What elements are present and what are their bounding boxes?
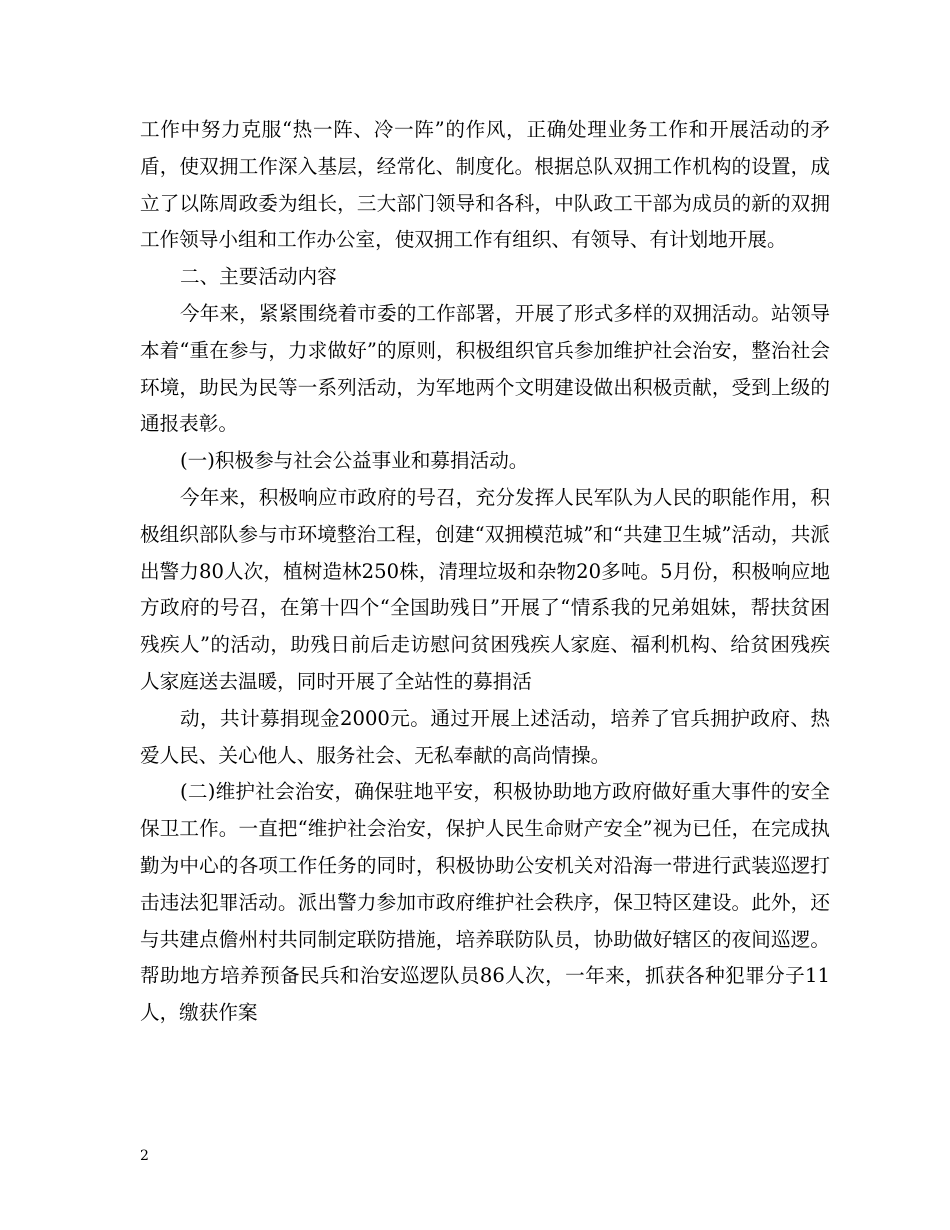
- section-heading-main-activities: 二、主要活动内容: [180, 265, 337, 289]
- paragraph-7: (二)维护社会治安，确保驻地平安，积极协助地方政府做好重大事件的安全保卫工作。一直把“维护社会治安，保护人民生命财产安全”视为已任，在完成执勤为中心的各项工作任务的同时，积极协助公安机关对沿海一带进行武装巡逻打击违法犯罪活动。派出警力参加市政府维护社会秩序，保卫特区建设。此外，还与共建点儋州村共同制定联防措施，培养联防队员，协助做好辖区的夜间巡逻。帮助地方培养预备民兵和治安巡逻队员86人次，一年来，抓获各种犯罪分子11人，缴获作案: [140, 780, 830, 1025]
- document-body: [140, 112, 830, 1032]
- subheading-public-welfare: (一)积极参与社会公益事业和募捐活动。: [180, 449, 529, 473]
- paragraph-3: 今年来，紧紧围绕着市委的工作部署，开展了形式多样的双拥活动。站领导本着“重在参与，力求做好”的原则，积极组织官兵参加维护社会治安，整治社会环境，助民为民等一系列活动，为军地两个文明建设做出积极贡献，受到上级的通报表彰。: [140, 301, 830, 436]
- page-number: 2: [140, 1148, 149, 1164]
- paragraph-6: 动，共计募捐现金2000元。通过开展上述活动，培养了官兵拥护政府、热爱人民、关心他人、服务社会、无私奉献的高尚情操。: [140, 706, 830, 767]
- paragraph-5: 今年来，积极响应市政府的号召，充分发挥人民军队为人民的职能作用，积极组织部队参与市环境整治工程，创建“双拥模范城”和“共建卫生城”活动，共派出警力80人次，植树造林250株，清理垃圾和杂物20多吨。5月份，积极响应地方政府的号召，在第十四个“全国助残日”开展了“情系我的兄弟姐妹，帮扶贫困残疾人”的活动，助残日前后走访慰问贫困残疾人家庭、福利机构、给贫困残疾人家庭送去温暖，同时开展了全站性的募捐活: [140, 485, 830, 693]
- paragraph-1: 工作中努力克服“热一阵、冷一阵”的作风，正确处理业务工作和开展活动的矛盾，使双拥工作深入基层，经常化、制度化。根据总队双拥工作机构的设置，成立了以陈周政委为组长，三大部门领导和各科，中队政工干部为成员的新的双拥工作领导小组和工作办公室，使双拥工作有组织、有领导、有计划地开展。: [140, 118, 830, 252]
